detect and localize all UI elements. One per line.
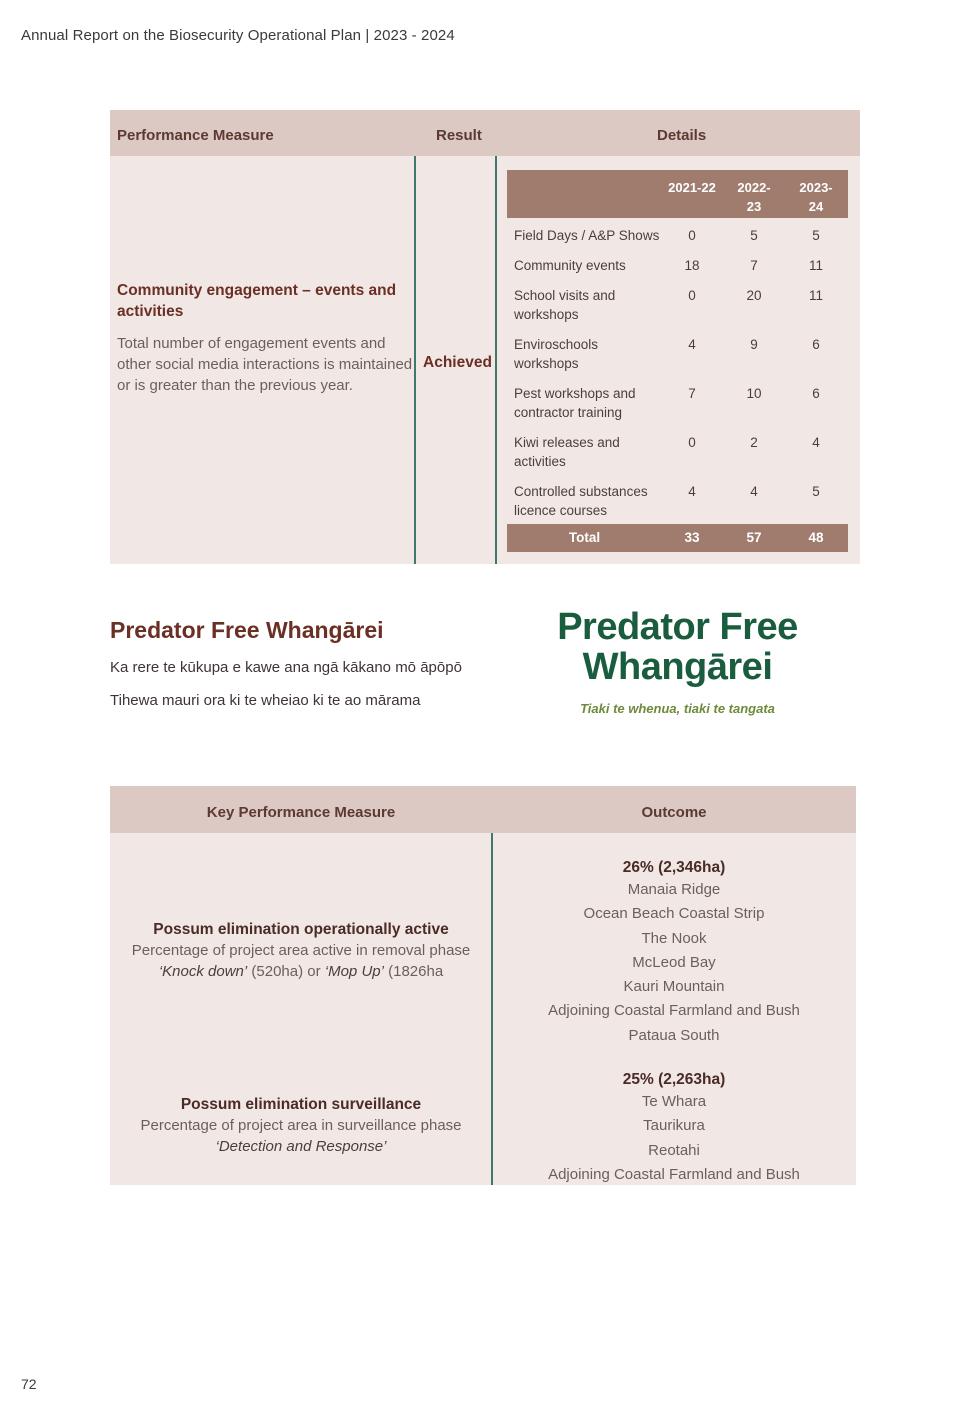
cell-value: 20 — [746, 288, 762, 303]
year-header: 2021-22 — [668, 180, 716, 195]
location: Taurikura — [643, 1117, 705, 1135]
outcome-cell — [492, 1070, 856, 1187]
phase-name: ‘Detection and Response’ — [215, 1138, 387, 1155]
location: McLeod Bay — [632, 953, 716, 971]
col-header-result: Result — [436, 127, 482, 144]
section-line: Ka rere te kūkupa e kawe ana ngā kākano mō āpōpō — [110, 659, 462, 676]
kpm-cell — [110, 1094, 492, 1157]
total-value: 48 — [808, 530, 824, 545]
year-header: 2023- 24 — [799, 180, 833, 214]
details-year-header — [507, 170, 848, 218]
col-header-outcome: Outcome — [641, 804, 707, 821]
year-header: 2022- 23 — [737, 180, 771, 214]
row-label: Enviroschools workshops — [514, 337, 599, 371]
location: The Nook — [641, 929, 707, 947]
kpm-title: Possum elimination surveillance — [180, 1096, 422, 1113]
col-header-details: Details — [657, 127, 707, 144]
row-label: Kiwi releases and activities — [514, 435, 620, 469]
section-title: Predator Free Whangārei — [110, 617, 384, 643]
phase-name: ‘Mop Up’ — [324, 963, 384, 980]
cell-value: 4 — [812, 435, 820, 450]
cell-value: 7 — [750, 258, 758, 273]
logo-tagline: Tiaki te whenua, tiaki te tangata — [580, 701, 775, 716]
kpm-table — [110, 786, 856, 1185]
column-divider — [495, 156, 497, 564]
location: Ocean Beach Coastal Strip — [583, 905, 765, 923]
kpm-description: Percentage of project area active in removal phase — [131, 942, 471, 959]
kpm-text: (1826ha — [383, 963, 444, 980]
predator-free-logo — [540, 607, 815, 727]
kpm-text: (520ha) or — [247, 963, 325, 980]
result-status: Achieved — [423, 354, 492, 371]
cell-value: 4 — [750, 484, 758, 499]
phase-name: ‘Knock down’ — [158, 963, 248, 980]
cell-value: 4 — [688, 337, 696, 352]
location: Adjoining Coastal Farmland and Bush — [548, 1002, 800, 1020]
location: Reotahi — [648, 1141, 700, 1159]
cell-value: 4 — [688, 484, 696, 499]
kpm-description — [110, 1136, 492, 1157]
cell-value: 0 — [688, 228, 696, 243]
col-header-kpm: Key Performance Measure — [206, 804, 396, 821]
location: Te Whara — [641, 1093, 707, 1110]
kpm-description — [110, 961, 492, 982]
table-header-row — [110, 786, 856, 833]
table-header-row — [110, 110, 860, 156]
cell-value: 5 — [812, 228, 820, 243]
kpm-description: Percentage of project area in surveillance phase — [140, 1117, 462, 1134]
cell-value: 7 — [688, 386, 696, 401]
cell-value: 0 — [688, 435, 696, 450]
outcome-percentage: 26% (2,346ha) — [622, 859, 726, 876]
row-label: Field Days / A&P Shows — [514, 228, 660, 243]
total-value: 33 — [684, 530, 700, 545]
section-line: Tihewa mauri ora ki te wheiao ki te ao mārama — [110, 692, 421, 709]
location: Kauri Mountain — [623, 978, 725, 996]
logo-text: Predator Free — [557, 606, 798, 648]
measure-description: Total number of engagement events and other social media interactions is maintained or is greater than the previous year. — [117, 335, 413, 394]
cell-value: 5 — [812, 484, 820, 499]
cell-value: 11 — [808, 258, 823, 273]
page-number: 72 — [21, 1376, 37, 1392]
total-label: Total — [568, 530, 601, 545]
cell-value: 5 — [750, 228, 758, 243]
running-header: Annual Report on the Biosecurity Operational Plan | 2023 - 2024 — [21, 27, 455, 44]
row-label: Community events — [514, 258, 626, 273]
cell-value: 6 — [812, 386, 820, 401]
total-row — [507, 524, 848, 552]
kpm-cell — [110, 919, 492, 982]
location: Manaia Ridge — [627, 881, 721, 898]
row-label: Controlled substances licence courses — [514, 484, 648, 518]
cell-value: 6 — [812, 337, 820, 352]
total-value: 57 — [746, 530, 762, 545]
cell-value: 9 — [750, 337, 758, 352]
logo-text: Whangārei — [582, 646, 773, 688]
col-header-performance-measure: Performance Measure — [117, 127, 274, 144]
location: Pataua South — [628, 1026, 720, 1044]
outcome-percentage: 25% (2,263ha) — [622, 1071, 726, 1088]
row-label: School visits and workshops — [514, 288, 616, 322]
location: Adjoining Coastal Farmland and Bush — [548, 1165, 800, 1183]
performance-measure-table — [110, 110, 860, 564]
cell-value: 18 — [684, 258, 700, 273]
kpm-title: Possum elimination operationally active — [153, 921, 449, 938]
cell-value: 2 — [750, 435, 758, 450]
cell-value: 0 — [688, 288, 696, 303]
cell-value: 11 — [808, 288, 823, 303]
cell-value: 10 — [746, 386, 762, 401]
measure-title: Community engagement – events and activities — [117, 282, 397, 320]
row-label: Pest workshops and contractor training — [514, 386, 636, 420]
outcome-cell — [492, 858, 856, 1048]
